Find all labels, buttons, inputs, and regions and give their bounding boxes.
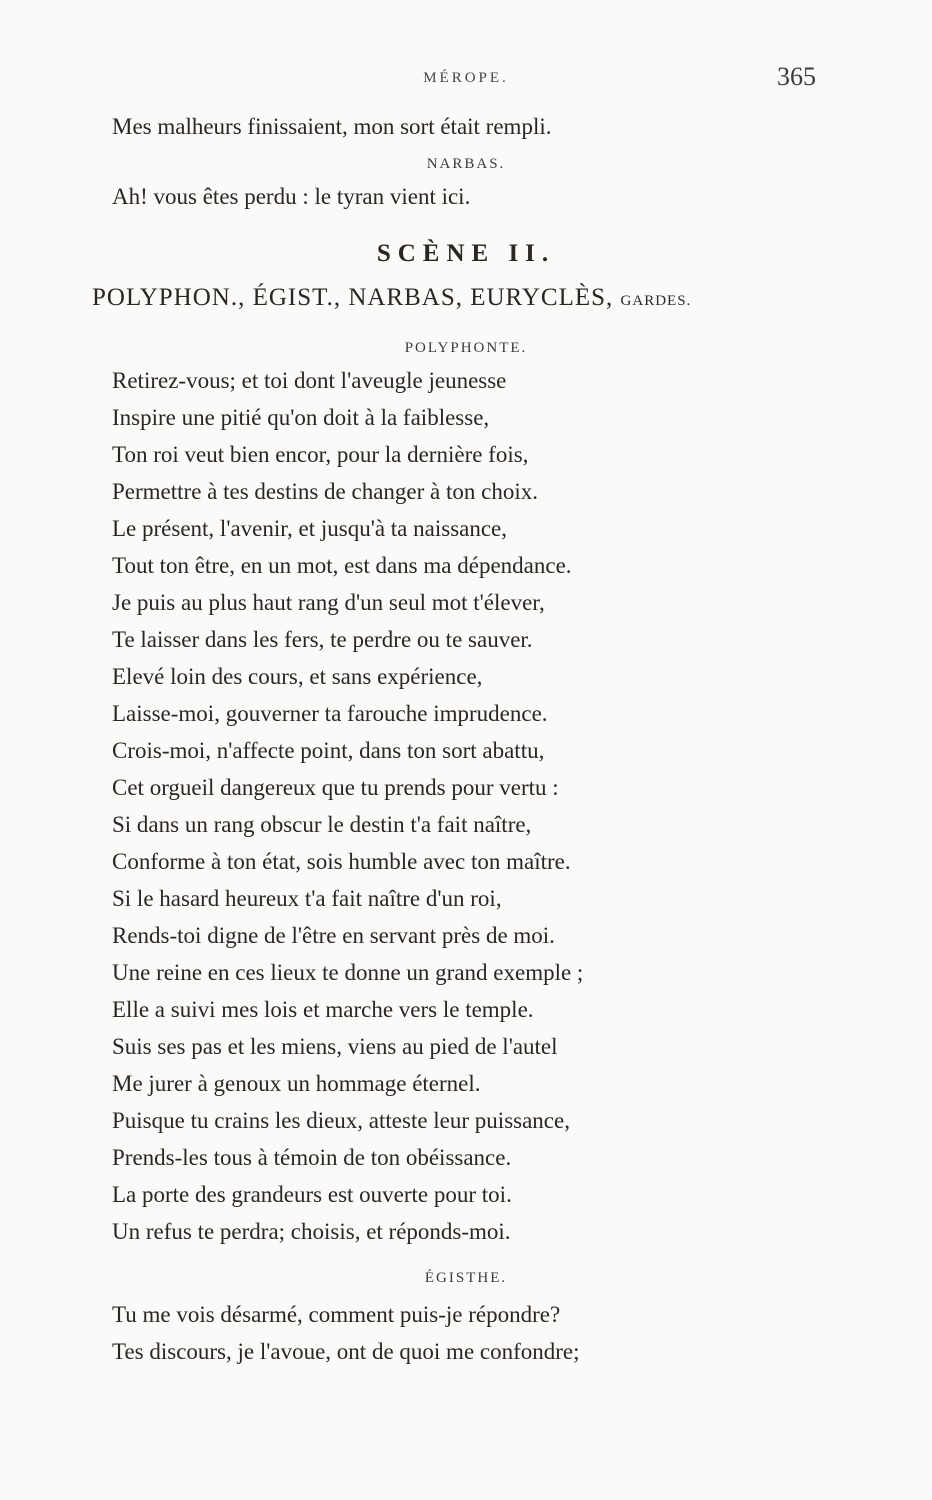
speaker-name: NARBAS. — [426, 156, 506, 172]
verse-line: Puisque tu crains les dieux, atteste leur puissance, — [112, 1108, 570, 1133]
verse-line: Mes malheurs finissaient, mon sort était rempli. — [112, 114, 552, 139]
personae-names: POLYPHON., ÉGIST., NARBAS, EURYCLÈS, — [92, 284, 614, 311]
verse-line: Je puis au plus haut rang d'un seul mot t'élever, — [112, 590, 545, 615]
verse-line: Te laisser dans les fers, te perdre ou te sauver. — [112, 627, 533, 652]
verse-line: Tu me vois désarmé, comment puis-je répondre? — [112, 1302, 561, 1327]
verse-line: Prends-les tous à témoin de ton obéissance. — [112, 1145, 512, 1170]
speaker-name: ÉGISTHE. — [424, 1270, 508, 1286]
verse-line: Inspire une pitié qu'on doit à la faiblesse, — [112, 405, 490, 430]
verse-line: Tout ton être, en un mot, est dans ma dépendance. — [112, 553, 572, 578]
verse-line: Me jurer à genoux un hommage éternel. — [112, 1071, 481, 1096]
verse-line: Permettre à tes destins de changer à ton choix. — [112, 479, 538, 504]
verse-line: Si dans un rang obscur le destin t'a fait naître, — [112, 812, 532, 837]
verse-line: Laisse-moi, gouverner ta farouche imprudence. — [112, 701, 548, 726]
verse-line: Conforme à ton état, sois humble avec ton maître. — [112, 849, 571, 874]
scene-title: SCÈNE II. — [376, 240, 556, 267]
verse-line: Ah! vous êtes perdu : le tyran vient ici. — [112, 184, 471, 209]
verse-line: Le présent, l'avenir, et jusqu'à ta naissance, — [112, 516, 508, 541]
verse-line: Cet orgueil dangereux que tu prends pour vertu : — [112, 775, 559, 800]
verse-line: Si le hasard heureux t'a fait naître d'un roi, — [112, 886, 502, 911]
verse-line: Elevé loin des cours, et sans expérience, — [112, 664, 483, 689]
personae-guards: GARDES. — [620, 293, 692, 309]
verse-line: Une reine en ces lieux te donne un grand exemple ; — [112, 960, 584, 985]
verse-line: Elle a suivi mes lois et marche vers le temple. — [112, 997, 534, 1022]
verse-line: Crois-moi, n'affecte point, dans ton sort abattu, — [112, 738, 545, 763]
speaker-name: POLYPHONTE. — [404, 340, 528, 356]
verse-line: La porte des grandeurs est ouverte pour toi. — [112, 1182, 512, 1207]
running-title: MÉROPE. — [423, 70, 509, 86]
verse-line: Un refus te perdra; choisis, et réponds-moi. — [112, 1219, 511, 1244]
verse-line: Suis ses pas et les miens, viens au pied de l'autel — [112, 1034, 558, 1059]
dramatis-personae — [92, 284, 691, 312]
verse-line: Tes discours, je l'avoue, ont de quoi me confondre; — [112, 1339, 580, 1364]
verse-line: Rends-toi digne de l'être en servant près de moi. — [112, 923, 555, 948]
page-number: 365 — [777, 62, 816, 91]
verse-line: Retirez-vous; et toi dont l'aveugle jeunesse — [112, 368, 507, 393]
verse-line: Ton roi veut bien encor, pour la dernière fois, — [112, 442, 529, 467]
